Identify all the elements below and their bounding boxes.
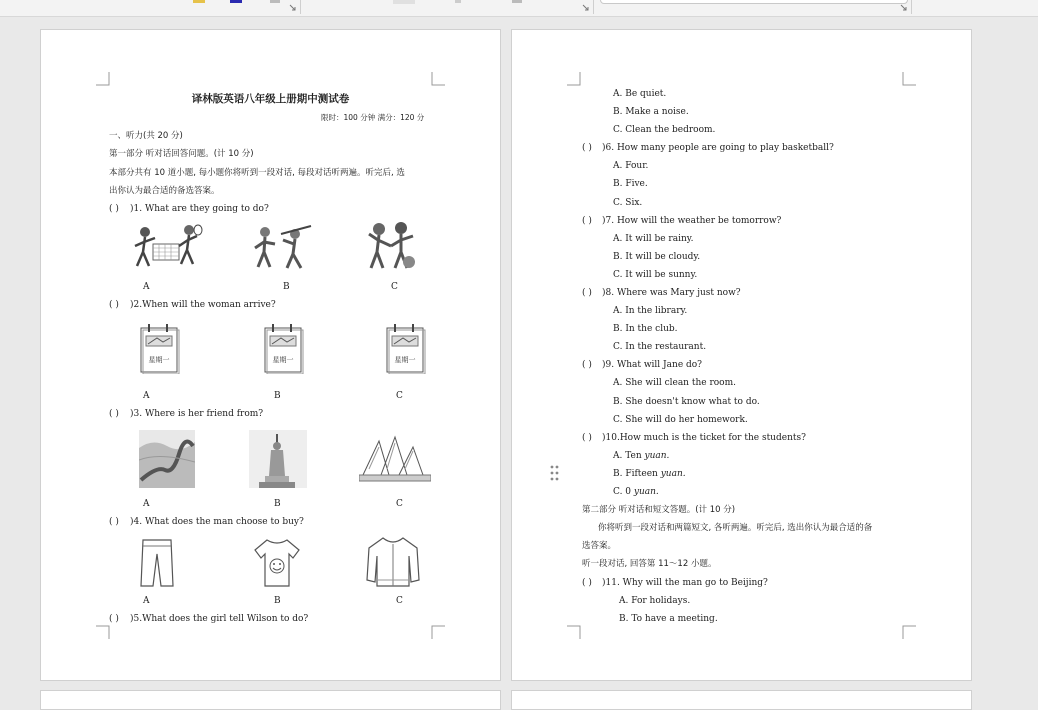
question-3: )3. Where is her friend from? (130, 409, 264, 419)
instructions2-line-2: 选答案。 (582, 541, 617, 551)
baseball-players-image (249, 222, 321, 276)
q9-option-c: C. She will do her homework. (613, 415, 748, 425)
document-page-4[interactable] (511, 690, 972, 710)
option-c-label: C (391, 282, 398, 292)
option-a-label: A (143, 596, 150, 606)
answer-bracket[interactable]: ( ) (109, 517, 119, 527)
answer-bracket[interactable]: ( ) (109, 409, 119, 419)
q9-option-a: A. She will clean the room. (613, 378, 736, 388)
toolbar-button[interactable] (512, 0, 522, 3)
q10-option-c: C. 0 yuan. (613, 487, 659, 497)
q8-option-a: A. In the library. (613, 306, 688, 316)
toolbar-separator (911, 0, 912, 14)
statue-of-liberty-image (249, 430, 307, 492)
q6-option-b: B. Five. (613, 179, 648, 189)
instructions-line-2: 出你认为最合适的备选答案。 (109, 186, 220, 196)
part-one-heading: 第一部分 听对话回答问题。(计 10 分) (109, 149, 254, 159)
answer-bracket[interactable]: ( ) (582, 143, 592, 153)
crop-mark-top-left (96, 72, 110, 86)
crop-mark-top-right (431, 72, 445, 86)
option-c-label: C (396, 596, 403, 606)
crop-mark-top-right (902, 72, 916, 86)
dialog-launcher-icon[interactable] (582, 4, 589, 11)
crop-mark-bottom-left (567, 625, 581, 639)
crop-mark-top-left (567, 72, 581, 86)
question-4: )4. What does the man choose to buy? (130, 517, 304, 527)
question-9: )9. What will Jane do? (602, 360, 703, 370)
option-a-label: A (143, 282, 150, 292)
sydney-opera-house-image (359, 435, 431, 487)
answer-bracket[interactable]: ( ) (582, 578, 592, 588)
toolbar-separator (300, 0, 301, 14)
question-5: )5.What does the girl tell Wilson to do? (130, 614, 309, 624)
answer-bracket[interactable]: ( ) (109, 614, 119, 624)
basketball-players-image (363, 220, 425, 278)
toolbar-button[interactable] (455, 0, 461, 3)
answer-bracket[interactable]: ( ) (582, 216, 592, 226)
q7-option-b: B. It will be cloudy. (613, 252, 701, 262)
question-1: )1. What are they going to do? (130, 204, 269, 214)
option-a-label: A (143, 391, 150, 401)
calendar-image-c (385, 322, 427, 378)
document-page-3[interactable] (40, 690, 501, 710)
q11-option-a: A. For holidays. (619, 596, 691, 606)
svg-text:星期一: 星期一 (148, 356, 170, 364)
option-b-label: B (274, 391, 281, 401)
instructions-line-1: 本部分共有 10 道小题, 每小题你将听到一段对话, 每段对话听两遍。听完后, 选 (109, 168, 405, 178)
q5-option-c: C. Clean the bedroom. (613, 125, 716, 135)
style-gallery-item[interactable] (393, 0, 415, 4)
q10-option-b: B. Fifteen yuan. (613, 469, 686, 479)
q7-option-c: C. It will be sunny. (613, 270, 698, 280)
q10-option-a: A. Ten yuan. (613, 451, 670, 461)
exam-meta: 限时：100 分钟 满分：120 分 (321, 113, 425, 122)
answer-bracket[interactable]: ( ) (582, 433, 592, 443)
q6-option-a: A. Four. (613, 161, 649, 171)
document-page-2[interactable] (511, 29, 972, 681)
answer-bracket[interactable]: ( ) (109, 204, 119, 214)
great-wall-image (139, 430, 195, 492)
svg-text:星期一: 星期一 (394, 356, 416, 364)
t-shirt-image (253, 538, 301, 592)
ribbon-toolbar-strip (0, 0, 1038, 17)
exam-title: 译林版英语八年级上册期中测试卷 (191, 93, 350, 105)
highlight-color-swatch[interactable] (193, 0, 205, 3)
section-listening: 一、听力(共 20 分) (109, 131, 183, 141)
q8-option-b: B. In the club. (613, 324, 678, 334)
question-10: )10.How much is the ticket for the students? (602, 433, 806, 443)
jacket-image (365, 534, 421, 594)
question-11: )11. Why will the man go to Beijing? (602, 578, 768, 588)
trousers-image (139, 538, 175, 592)
instructions2-line-1: 你将听到一段对话和两篇短文, 各听两遍。听完后, 选出你认为最合适的备 (598, 523, 873, 533)
styles-gallery[interactable] (600, 0, 908, 4)
answer-bracket[interactable]: ( ) (582, 288, 592, 298)
q5-option-b: B. Make a noise. (613, 107, 689, 117)
document-page-1[interactable] (40, 29, 501, 681)
crop-mark-bottom-right (431, 625, 445, 639)
option-c-label: C (396, 391, 403, 401)
toolbar-button[interactable] (270, 0, 280, 3)
option-b-label: B (274, 596, 281, 606)
q7-option-a: A. It will be rainy. (613, 234, 694, 244)
option-b-label: B (283, 282, 290, 292)
option-b-label: B (274, 499, 281, 509)
crop-mark-bottom-right (902, 625, 916, 639)
q11-option-b: B. To have a meeting. (619, 614, 718, 624)
sub-instruction: 听一段对话, 回答第 11～12 小题。 (582, 559, 717, 569)
question-2: )2.When will the woman arrive? (130, 300, 276, 310)
calendar-image-b (263, 322, 305, 378)
q8-option-c: C. In the restaurant. (613, 342, 707, 352)
answer-bracket[interactable]: ( ) (109, 300, 119, 310)
question-6: )6. How many people are going to play basketball? (602, 143, 834, 153)
font-color-swatch[interactable] (230, 0, 242, 3)
q5-option-a: A. Be quiet. (613, 89, 667, 99)
calendar-image-a (139, 322, 181, 378)
drag-handle-icon[interactable] (550, 465, 560, 481)
q9-option-b: B. She doesn't know what to do. (613, 397, 760, 407)
svg-text:星期一: 星期一 (272, 356, 294, 364)
option-a-label: A (143, 499, 150, 509)
part-two-heading: 第二部分 听对话和短文答题。(计 10 分) (582, 505, 736, 515)
q6-option-c: C. Six. (613, 198, 643, 208)
crop-mark-bottom-left (96, 625, 110, 639)
option-c-label: C (396, 499, 403, 509)
dialog-launcher-icon[interactable] (289, 4, 296, 11)
answer-bracket[interactable]: ( ) (582, 360, 592, 370)
question-7: )7. How will the weather be tomorrow? (602, 216, 782, 226)
question-8: )8. Where was Mary just now? (602, 288, 741, 298)
toolbar-separator (593, 0, 594, 14)
dialog-launcher-icon[interactable] (900, 4, 907, 11)
tennis-players-image (131, 222, 203, 276)
